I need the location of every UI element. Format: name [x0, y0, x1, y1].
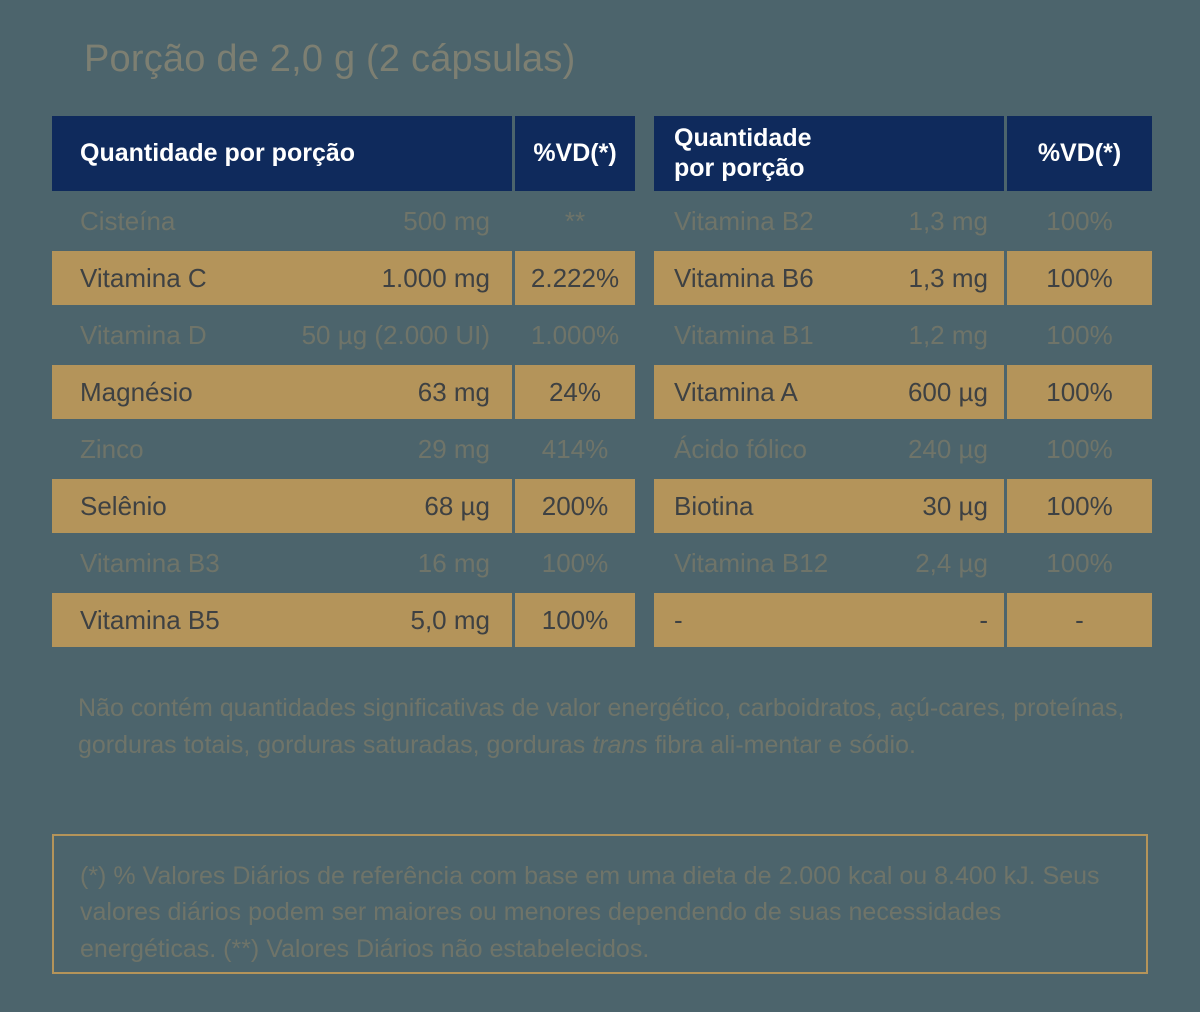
table-row — [654, 479, 1152, 533]
note-part2: fibra ali-mentar e sódio. — [647, 730, 916, 759]
nutrient-amount: 50 µg (2.000 UI) — [301, 319, 490, 350]
nutrient-label: Vitamina C — [80, 262, 207, 293]
daily-values-box — [52, 834, 1148, 974]
table-row — [52, 251, 635, 305]
nutrient-cell — [52, 251, 512, 305]
table-row — [52, 308, 635, 362]
nutrient-label: Vitamina B6 — [674, 262, 814, 293]
nutrient-label: Zinco — [80, 433, 144, 464]
nutrient-vd: 100% — [541, 547, 609, 578]
nutrient-amount: - — [979, 604, 988, 635]
table-row — [52, 536, 635, 590]
nutrient-label: - — [674, 604, 683, 635]
table-row — [654, 194, 1152, 248]
nutrient-cell — [52, 308, 512, 362]
nutrient-amount: 5,0 mg — [410, 604, 490, 635]
nutrient-label: Biotina — [674, 490, 754, 521]
nutrient-cell — [654, 593, 1004, 647]
nutrient-cell — [654, 422, 1004, 476]
header-quantity-right — [654, 116, 1004, 191]
nutrient-amount: 600 µg — [907, 376, 988, 407]
table-row — [654, 365, 1152, 419]
nutrient-vd: 2.222% — [515, 251, 635, 305]
table-row — [654, 422, 1152, 476]
table-row — [654, 308, 1152, 362]
nutrient-vd: 24% — [515, 365, 635, 419]
nutrient-cell — [52, 479, 512, 533]
nutrient-amount: 63 mg — [417, 376, 490, 407]
note-part1: Não contém quantidades significativas de valor energético, carboidratos, açú-cares, proteínas, gorduras totais, gorduras saturadas, gorduras — [78, 694, 1125, 759]
nutrient-label: Cisteína — [80, 205, 176, 236]
nutrient-amount: 240 µg — [907, 433, 988, 464]
nutrient-vd: 100% — [1007, 365, 1152, 419]
nutrient-amount: 30 µg — [922, 490, 988, 521]
note-italic: trans — [592, 730, 648, 759]
table-row — [52, 422, 635, 476]
table-row — [52, 479, 635, 533]
nutrient-label: Ácido fólico — [674, 433, 807, 464]
table-header-row-left — [52, 116, 635, 191]
table-row — [52, 194, 635, 248]
nutrient-amount: 1,3 mg — [908, 205, 988, 236]
insignificant-amounts-note — [78, 690, 1138, 763]
nutrient-cell — [52, 194, 512, 248]
nutrient-vd: 200% — [515, 479, 635, 533]
table-row — [52, 365, 635, 419]
nutrient-cell — [52, 536, 512, 590]
table-row — [654, 251, 1152, 305]
nutrient-label: Vitamina B3 — [80, 547, 220, 578]
nutrient-amount: 2,4 µg — [915, 547, 988, 578]
nutrition-table-left — [52, 116, 635, 647]
table-header-row-right — [654, 116, 1152, 191]
header-quantity-left: Quantidade por porção — [52, 116, 512, 191]
nutrient-amount: 1,3 mg — [908, 262, 988, 293]
nutrient-vd: 100% — [1046, 205, 1113, 236]
page-title: Porção de 2,0 g (2 cápsulas) — [84, 38, 576, 80]
nutrient-label: Vitamina B5 — [80, 604, 220, 635]
nutrient-cell — [52, 365, 512, 419]
nutrient-amount: 1,2 mg — [908, 319, 988, 350]
nutrient-label: Vitamina A — [674, 376, 798, 407]
nutrient-vd: 100% — [1046, 319, 1113, 350]
header-vd-left: %VD(*) — [515, 116, 635, 191]
nutrient-amount: 68 µg — [424, 490, 490, 521]
nutrient-cell — [654, 251, 1004, 305]
table-row — [52, 593, 635, 647]
nutrient-vd: 100% — [1007, 479, 1152, 533]
nutrient-vd: 100% — [515, 593, 635, 647]
nutrient-cell — [654, 536, 1004, 590]
nutrient-label: Selênio — [80, 490, 167, 521]
nutrient-amount: 1.000 mg — [381, 262, 490, 293]
table-body-left — [52, 191, 635, 647]
nutrient-label: Vitamina B1 — [674, 319, 814, 350]
nutrition-tables — [52, 116, 1152, 647]
nutrient-cell — [52, 593, 512, 647]
nutrient-amount: 29 mg — [417, 433, 490, 464]
nutrient-cell — [654, 365, 1004, 419]
nutrient-cell — [654, 308, 1004, 362]
nutrient-vd: 100% — [1046, 547, 1113, 578]
nutrient-vd: 100% — [1007, 251, 1152, 305]
nutrition-table-right — [654, 116, 1152, 647]
daily-values-text: (*) % Valores Diários de referência com base em uma dieta de 2.000 kcal ou 8.400 kJ. Seus valores diários podem ser maiores ou menores dependendo de suas necessidades energéticas. (**) Valores Diários não estabelecidos. — [80, 862, 1100, 963]
table-body-right — [654, 191, 1152, 647]
nutrient-label: Vitamina B2 — [674, 205, 814, 236]
nutrient-amount: 500 mg — [403, 205, 490, 236]
nutrient-label: Vitamina D — [80, 319, 207, 350]
nutrient-vd: 100% — [1046, 433, 1113, 464]
nutrient-amount: 16 mg — [417, 547, 490, 578]
nutrient-vd: 414% — [541, 433, 609, 464]
nutrient-vd: ** — [564, 205, 586, 236]
nutrient-vd: 1.000% — [530, 319, 620, 350]
table-row — [654, 593, 1152, 647]
nutrient-vd: - — [1007, 593, 1152, 647]
header-vd-right: %VD(*) — [1007, 116, 1152, 191]
header-quantity-right-line2: por porção — [674, 153, 805, 182]
nutrient-label: Magnésio — [80, 376, 193, 407]
header-quantity-right-line1: Quantidade — [674, 124, 812, 152]
nutrient-label: Vitamina B12 — [674, 547, 829, 578]
nutrient-cell — [52, 422, 512, 476]
nutrient-cell — [654, 479, 1004, 533]
table-row — [654, 536, 1152, 590]
nutrient-cell — [654, 194, 1004, 248]
